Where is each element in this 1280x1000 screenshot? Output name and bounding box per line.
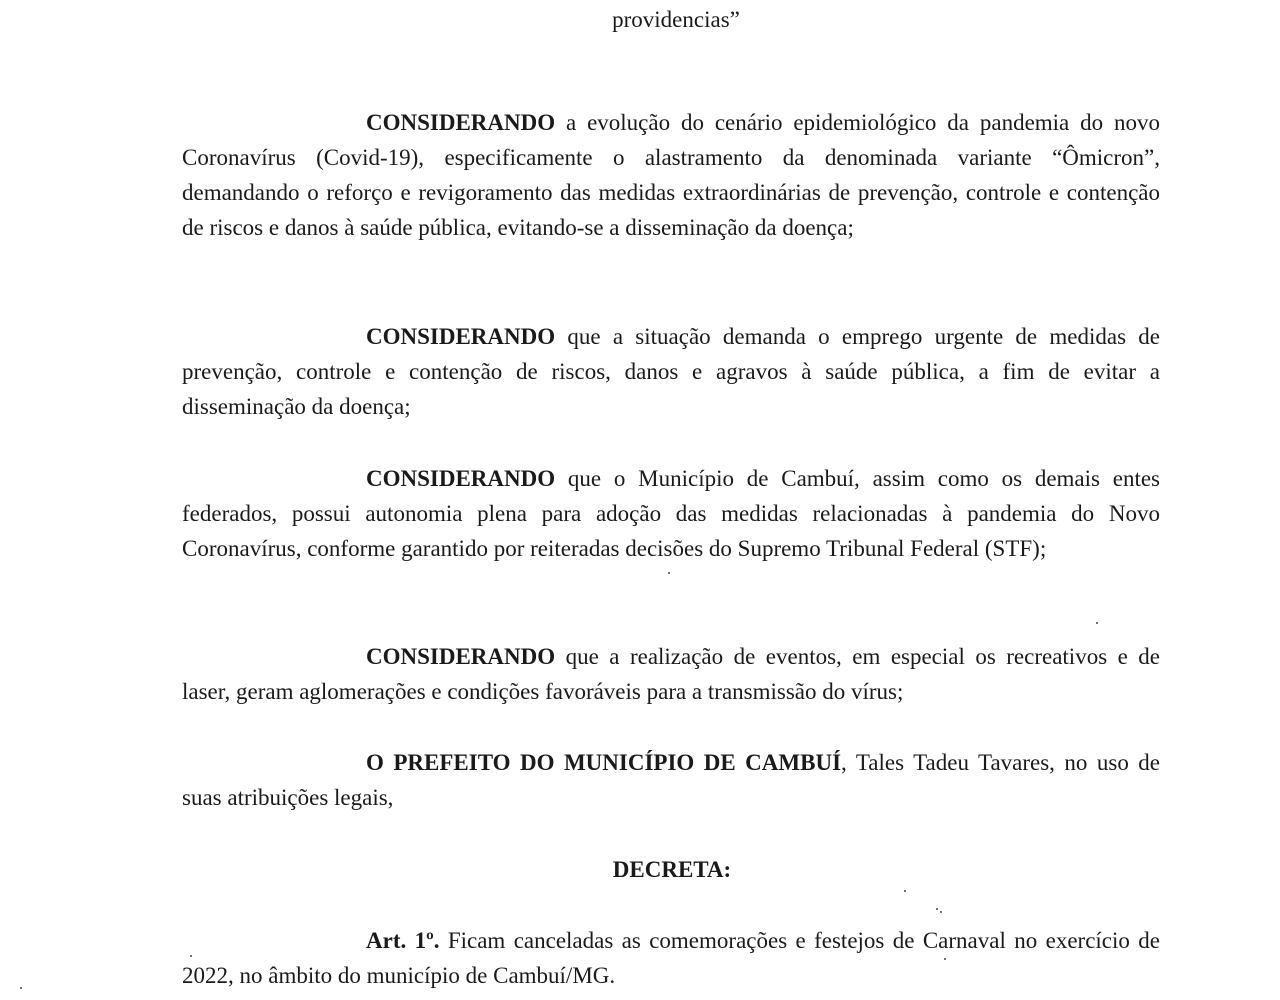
paragraph-text: que a situação demanda o emprego urgente de medidas de prevenção, controle e contenção de riscos, danos e agravos à saúde pública, a fim de evitar a disseminação da doença; bbox=[182, 324, 1160, 419]
paragraph-text: que o Município de Cambuí, assim como os demais entes federados, possui autonomia plena para adoção das medidas relacionadas à pandemia do Novo Coronavírus, conforme garantido por reiteradas decisões do Supremo Tribunal Federal (STF); bbox=[182, 466, 1160, 561]
paragraph-lead: CONSIDERANDO bbox=[366, 110, 556, 135]
scan-speck bbox=[940, 911, 942, 913]
scan-speck bbox=[904, 890, 906, 892]
prefeito-paragraph bbox=[182, 745, 1160, 815]
paragraph-lead: CONSIDERANDO bbox=[366, 466, 556, 491]
scan-speck bbox=[20, 987, 22, 989]
scan-speck bbox=[1096, 622, 1098, 624]
article-1 bbox=[182, 923, 1160, 993]
paragraph-lead: CONSIDERANDO bbox=[366, 644, 556, 669]
considerando-paragraph-3 bbox=[182, 461, 1160, 566]
heading-fragment: providencias” bbox=[612, 7, 740, 32]
scan-speck bbox=[944, 958, 946, 960]
paragraph-text: , Tales Tadeu Tavares, no uso de suas atribuições legais, bbox=[182, 750, 1160, 810]
considerando-paragraph-4 bbox=[182, 639, 1160, 709]
paragraph-lead: O PREFEITO DO MUNICÍPIO DE CAMBUÍ bbox=[366, 750, 842, 775]
scan-speck bbox=[668, 572, 670, 574]
scan-speck bbox=[190, 955, 192, 957]
article-lead: Art. 1º. bbox=[366, 928, 440, 953]
decreta-heading: DECRETA: bbox=[612, 857, 732, 882]
considerando-paragraph-1 bbox=[182, 105, 1160, 245]
paragraph-lead: CONSIDERANDO bbox=[366, 324, 556, 349]
scan-speck bbox=[936, 908, 938, 910]
paragraph-text: que a realização de eventos, em especial os recreativos e de laser, geram aglomerações e condições favoráveis para a transmissão do vírus; bbox=[182, 644, 1160, 704]
paragraph-text: a evolução do cenário epidemiológico da pandemia do novo Coronavírus (Covid-19), especificamente o alastramento da denominada variante “Ômicron”, demandando o reforço e revigoramento das medidas extraordinárias de prevenção, controle e contenção de riscos e danos à saúde pública, evitando-se a disseminação da doença; bbox=[182, 110, 1160, 240]
article-text: Ficam canceladas as comemorações e festejos de Carnaval no exercício de 2022, no âmbito do município de Cambuí/MG. bbox=[182, 928, 1160, 988]
considerando-paragraph-2 bbox=[182, 319, 1160, 424]
